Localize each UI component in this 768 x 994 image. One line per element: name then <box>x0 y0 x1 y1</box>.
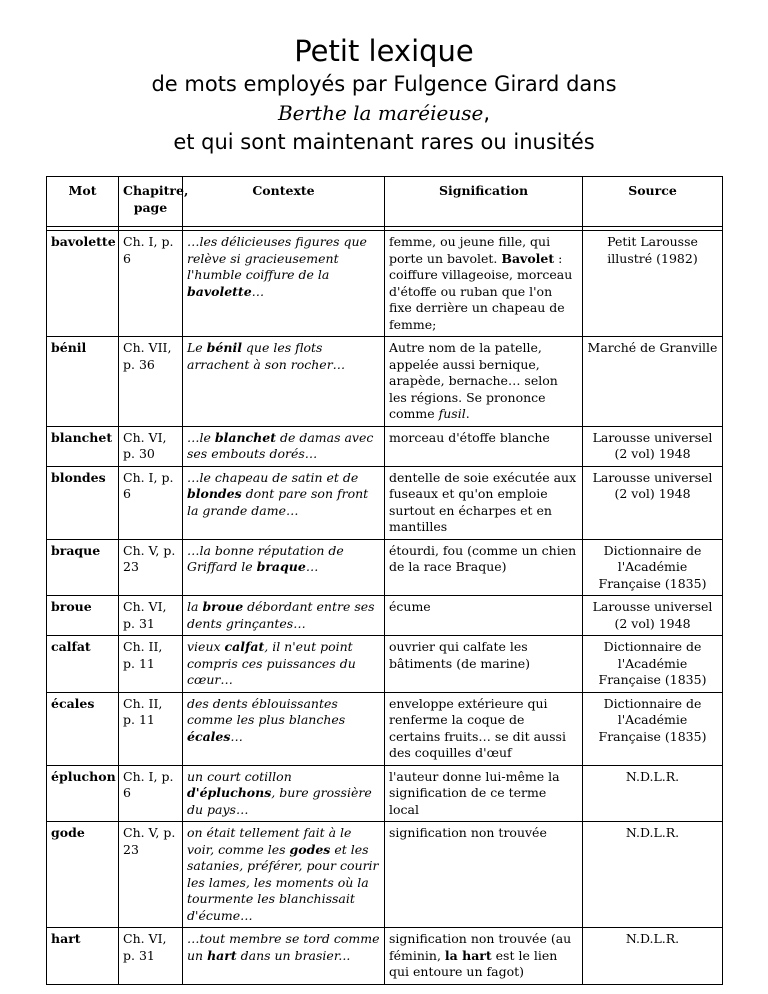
contexte-text-end: débordant entre ses dents grinçantes… <box>187 599 375 631</box>
cell-mot: hart <box>47 928 119 985</box>
contexte-keyword: d'épluchons <box>187 785 272 800</box>
contexte-keyword: godes <box>289 841 331 857</box>
contexte-text-end: , bure grossière du pays… <box>187 785 372 817</box>
book-title: Berthe la maréieuse <box>277 101 484 125</box>
table-row <box>47 822 723 928</box>
header-source: Source <box>583 177 723 227</box>
signification-text: l'auteur donne lui-même la signification de ce terme local <box>389 768 560 817</box>
contexte-text: …tout membre se tord comme un <box>187 931 380 963</box>
contexte-text-end: de damas avec ses embouts dorés… <box>187 429 374 461</box>
table-row <box>47 539 723 596</box>
cell-chapitre: Ch. I, p. 6 <box>119 466 183 539</box>
contexte-keyword: bénil <box>206 340 242 355</box>
table-row <box>47 765 723 822</box>
signification-text: étourdi, fou (comme un chien de la race Braque) <box>389 542 577 574</box>
cell-chapitre: Ch. VII, p. 36 <box>119 337 183 427</box>
cell-signification <box>385 426 583 466</box>
book-title-comma: , <box>483 101 491 125</box>
cell-source: Dictionnaire de l'Académie Française (1835) <box>583 539 723 596</box>
cell-mot: bavolette <box>47 231 119 337</box>
cell-contexte <box>183 822 385 928</box>
cell-signification <box>385 231 583 337</box>
signification-keyword: la hart <box>444 947 492 963</box>
table-row <box>47 596 723 636</box>
signification-text: écume <box>389 599 431 614</box>
contexte-keyword: hart <box>207 947 237 963</box>
contexte-text-end: … <box>230 728 243 744</box>
signification-text: morceau d'étoffe blanche <box>389 429 550 445</box>
contexte-text: vieux <box>187 639 225 654</box>
contexte-text-end: , il n'eut point compris ces puissances du cœur… <box>187 639 356 687</box>
cell-contexte <box>183 539 385 596</box>
contexte-text-end: et les satanies, préférer, pour courir les lames, les moments où la tourmente les blanchissait d'écume… <box>187 841 379 923</box>
cell-chapitre: Ch. I, p. 6 <box>119 231 183 337</box>
cell-source: N.D.L.R. <box>583 822 723 928</box>
cell-mot: calfat <box>47 636 119 693</box>
cell-mot: braque <box>47 539 119 596</box>
title-block <box>0 32 768 157</box>
cell-source: N.D.L.R. <box>583 765 723 822</box>
signification-keyword: Bavolet <box>501 250 555 266</box>
contexte-text: Le <box>187 340 207 355</box>
cell-source: Larousse universel (2 vol) 1948 <box>583 596 723 636</box>
signification-text: femme, ou jeune fille, qui porte un bavolet. <box>389 234 551 266</box>
cell-chapitre: Ch. V, p. 23 <box>119 539 183 596</box>
cell-source: N.D.L.R. <box>583 928 723 985</box>
header-chapitre: Chapitre, page <box>119 177 183 227</box>
signification-text: signification non trouvée <box>389 825 547 840</box>
cell-source: Dictionnaire de l'Académie Française (1835) <box>583 692 723 765</box>
signification-text: dentelle de soie exécutée aux fuseaux et qu'on emploie surtout en écharpes et en mantilles <box>389 469 577 534</box>
signification-text-end: : coiffure villageoise, morceau d'étoffe ou ruban que l'on fixe derrière un chapeau de femme; <box>389 250 573 332</box>
contexte-text: la <box>187 599 203 614</box>
cell-mot: épluchon <box>47 765 119 822</box>
cell-mot: gode <box>47 822 119 928</box>
table-row <box>47 692 723 765</box>
signification-text: ouvrier qui calfate les bâtiments (de marine) <box>389 639 531 671</box>
table-row <box>47 636 723 693</box>
contexte-text: …les délicieuses figures que relève si gracieusement l'humble coiffure de la <box>187 234 367 282</box>
signification-text: enveloppe extérieure qui renferme la coque de certains fruits… se dit aussi des coquilles d'œuf <box>389 695 566 760</box>
contexte-text: …le chapeau de satin et de <box>187 469 359 485</box>
table-header-row <box>47 177 723 227</box>
cell-source: Larousse universel (2 vol) 1948 <box>583 426 723 466</box>
contexte-text: des dents éblouissantes comme les plus blanches <box>187 695 346 727</box>
cell-signification <box>385 822 583 928</box>
cell-chapitre: Ch. VI, p. 30 <box>119 426 183 466</box>
cell-chapitre: Ch. VI, p. 31 <box>119 596 183 636</box>
signification-text-end: . <box>465 406 470 421</box>
contexte-text-end: que les flots arrachent à son rocher… <box>187 340 346 372</box>
contexte-text: …la bonne réputation de Griffard le <box>187 542 344 574</box>
signification-text: Autre nom de la patelle, appelée aussi bernique, arapède, bernache… selon les régions. Se prononce comme <box>389 340 558 421</box>
cell-signification <box>385 928 583 985</box>
contexte-keyword: bavolette <box>187 283 252 299</box>
cell-contexte <box>183 928 385 985</box>
cell-contexte <box>183 426 385 466</box>
cell-contexte <box>183 692 385 765</box>
contexte-text-end: … <box>251 283 265 299</box>
subtitle-line-1: de mots employés par Fulgence Girard dans <box>151 72 617 96</box>
subtitle-line-3: et qui sont maintenant rares ou inusités <box>173 130 595 154</box>
cell-chapitre: Ch. VI, p. 31 <box>119 928 183 985</box>
cell-mot: blondes <box>47 466 119 539</box>
table-row <box>47 426 723 466</box>
cell-signification <box>385 765 583 822</box>
cell-source: Petit Larousse illustré (1982) <box>583 231 723 337</box>
contexte-text: un court cotillon <box>187 768 292 784</box>
cell-chapitre: Ch. II, p. 11 <box>119 636 183 693</box>
cell-chapitre: Ch. I, p. 6 <box>119 765 183 822</box>
cell-contexte <box>183 231 385 337</box>
cell-contexte <box>183 636 385 693</box>
cell-mot: bénil <box>47 337 119 427</box>
table-row <box>47 928 723 985</box>
cell-signification <box>385 466 583 539</box>
cell-source: Larousse universel (2 vol) 1948 <box>583 466 723 539</box>
cell-contexte <box>183 466 385 539</box>
cell-contexte <box>183 337 385 427</box>
cell-source: Dictionnaire de l'Académie Française (1835) <box>583 636 723 693</box>
table-row <box>47 337 723 427</box>
cell-mot: écales <box>47 692 119 765</box>
contexte-keyword: blondes <box>187 486 242 501</box>
lexicon-table <box>46 176 723 985</box>
cell-signification <box>385 539 583 596</box>
cell-chapitre: Ch. II, p. 11 <box>119 692 183 765</box>
table-row <box>47 231 723 337</box>
table-row <box>47 466 723 539</box>
cell-signification <box>385 636 583 693</box>
cell-mot: broue <box>47 596 119 636</box>
contexte-text-end: dont pare son front la grande dame… <box>187 486 369 518</box>
cell-mot: blanchet <box>47 426 119 466</box>
cell-chapitre: Ch. V, p. 23 <box>119 822 183 928</box>
cell-contexte <box>183 765 385 822</box>
contexte-text-end: … <box>305 559 319 574</box>
cell-signification <box>385 337 583 427</box>
header-signification: Signification <box>385 177 583 227</box>
contexte-keyword: écales <box>187 728 231 744</box>
signification-text-end: est le lien qui entoure un fagot) <box>389 947 558 979</box>
page-title: Petit lexique <box>294 34 474 68</box>
cell-signification <box>385 596 583 636</box>
cell-contexte <box>183 596 385 636</box>
header-mot: Mot <box>47 177 119 227</box>
subtitle-line-2 <box>0 99 768 128</box>
contexte-text-end: dans un brasier... <box>236 947 351 963</box>
contexte-text: …le <box>187 429 215 445</box>
signification-text: signification non trouvée (au féminin, <box>389 931 572 963</box>
cell-signification <box>385 692 583 765</box>
signification-keyword: fusil <box>438 406 466 421</box>
contexte-text: on était tellement fait à le voir, comme les <box>187 825 352 857</box>
contexte-keyword: blanchet <box>214 429 276 445</box>
contexte-keyword: braque <box>256 559 306 574</box>
contexte-keyword: broue <box>202 599 244 614</box>
cell-source: Marché de Granville <box>583 337 723 427</box>
contexte-keyword: calfat <box>224 639 265 654</box>
header-contexte: Contexte <box>183 177 385 227</box>
